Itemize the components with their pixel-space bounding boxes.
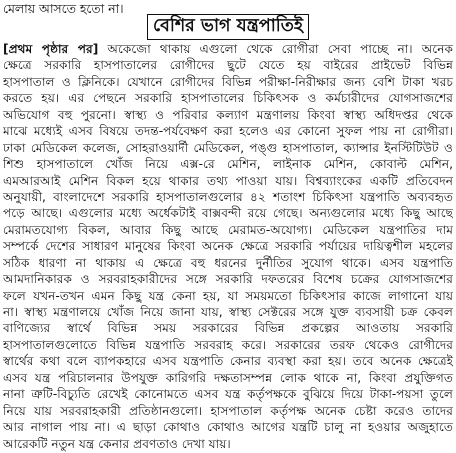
article-line: মেরামতযোগ্য বিকল, আবার কিছু আছে মেরামত-অযোগ্য। মেডিকেল যন্ত্রপাতির দাম [3, 222, 453, 237]
article-line: ক্ষেত্রে সরকারি হাসপাতালের রোগীদের ছুটে যেতে হয় বাইরের প্রাইভেট বিভিন্ন [3, 58, 453, 73]
lead-in: [প্রথম পৃষ্ঠার পর] [3, 42, 99, 56]
article-line: সম্পর্কে দেশের সাধারণ মানুষের কিংবা অনেক ক্ষেত্রে সরকারি পর্যায়ের দায়িত্বশীল মহলের [3, 239, 453, 254]
article-line: ঢাকা মেডিকেল কলেজ, সোহরাওয়ার্দী মেডিকেল, পঙ্গু হাসপাতাল, ক্যান্সার ইনস্টিটিউট ও [3, 140, 453, 155]
article-line: না। স্বাস্থ্য মন্ত্রণালয়ে খোঁজ নিয়ে জানা যায়, স্বাস্থ্য সেক্টরের সঙ্গে যুক্ত ব্যবসায়ী চক্র কেবল [3, 305, 453, 319]
previous-article-tail: মেলায় আসতে হতো না। [3, 1, 124, 16]
article-line: আরেকটি নতুন যন্ত্র কেনার প্রবণতাও দেখা যায়। [3, 436, 231, 451]
line-text: অকেজো থাকায় এগুলো থেকে রোগীরা সেবা পাচ্ছে না। অনেক [98, 42, 453, 56]
article-line [3, 41, 453, 57]
article-body [3, 41, 453, 452]
article-line: সঠিক ধারণা না থাকায় এ ক্ষেত্রে বহু ধরনের দুর্নীতির সুযোগ থাকে। এসব যন্ত্রপাতি [3, 255, 453, 270]
article-line: ফলে যখন-তখন এমন কিছু যন্ত্র কেনা হয়, যা সময়মতো চিকিৎসার কাজে লাগানো যায় [3, 288, 453, 303]
article-line: বাণিজ্যের স্বার্থে বিভিন্ন সময় সরকারের বিভিন্ন প্রকল্পের আওতায় সরকারি [3, 321, 453, 336]
headline: বেশির ভাগ যন্ত্রপাতিই [147, 14, 309, 40]
article-line: আমদানিকারক ও সরবরাহকারীদের সঙ্গে সরকারি দফতরের বিশেষ চক্রের যোগসাজশের [3, 272, 453, 287]
article-line: এমআরআই মেশিন বিকল হয়ে থাকার তথ্য পাওয়া যায়। বিশ্বব্যাংকের একটি প্রতিবেদন [3, 173, 453, 188]
article-line: স্বার্থের কথা বলে ব্যাপকহারে এসব যন্ত্রপাতি কেনার ব্যবস্থা করা হয়। তবে অনেক ক্ষেত্রেই [3, 354, 453, 369]
article-line: শিশু হাসপাতালে খোঁজ নিয়ে এক্স-রে মেশিন, লাইনাক মেশিন, কোবাল্ট মেশিন, [3, 157, 453, 172]
article-line: মাঝে মধ্যেই এসব বিষয়ে তদন্ত-পর্যবেক্ষণ করা হলেও এর কোনো সুফল পায় না রোগীরা। [3, 124, 453, 139]
article-line: অনুযায়ী, বাংলাদেশে সরকারি হাসপাতালগুলোর ৪২ শতাংশ চিকিৎসা যন্ত্রপাতি অব্যবহৃত [3, 189, 453, 204]
article-line: নানা ত্রুটি-বিচ্যুতি রেখেই কোনোমতে এসব যন্ত্র কর্তৃপক্ষকে বুঝিয়ে দিয়ে টাকা-পয়সা তুলে [3, 387, 453, 402]
article-line: হাসপাতালগুলোতে বিভিন্ন যন্ত্রপাতি সরবরাহ করে। সরকারের তরফ থেকেও রোগীদের [3, 337, 453, 352]
article-line: হাসপাতাল ও ক্লিনিকে। যেখানে রোগীদের বিভিন্ন পরীক্ষা-নিরীক্ষার জন্য বেশি টাকা খরচ [3, 74, 453, 89]
article-line: আর নাগাল পায় না। এ ছাড়া কোথাও কোথাও আগের যন্ত্রটি চালু না হওয়ার অজুহাতে [3, 420, 453, 435]
article-line: অভিযোগ বহু পুরনো। স্বাস্থ্য ও পরিবার কল্যাণ মন্ত্রণালয় কিংবা স্বাস্থ্য অধিদপ্তর থেকে [3, 107, 453, 122]
article-line: নিয়ে যায় সরবরাহকারী প্রতিষ্ঠানগুলো। হাসপাতাল কর্তৃপক্ষ অনেক চেষ্টা করেও তাদের [3, 403, 453, 418]
article-line: করতে হয়। এর পেছনে সরকারি হাসপাতালের চিকিৎসক ও কর্মচারীদের যোগসাজশের [3, 91, 453, 106]
article-line: পড়ে আছে। এগুলোর মধ্যে অর্ধেকটাই বাক্সবন্দী রয়ে গেছে। অন্যগুলোর মধ্যে কিছু আছে [3, 206, 453, 221]
article-line: এসব যন্ত্র পরিচালনার উপযুক্ত কারিগরি দক্ষতাসম্পন্ন লোক থাকে না, কিংবা প্রযুক্তিগত [3, 370, 453, 385]
